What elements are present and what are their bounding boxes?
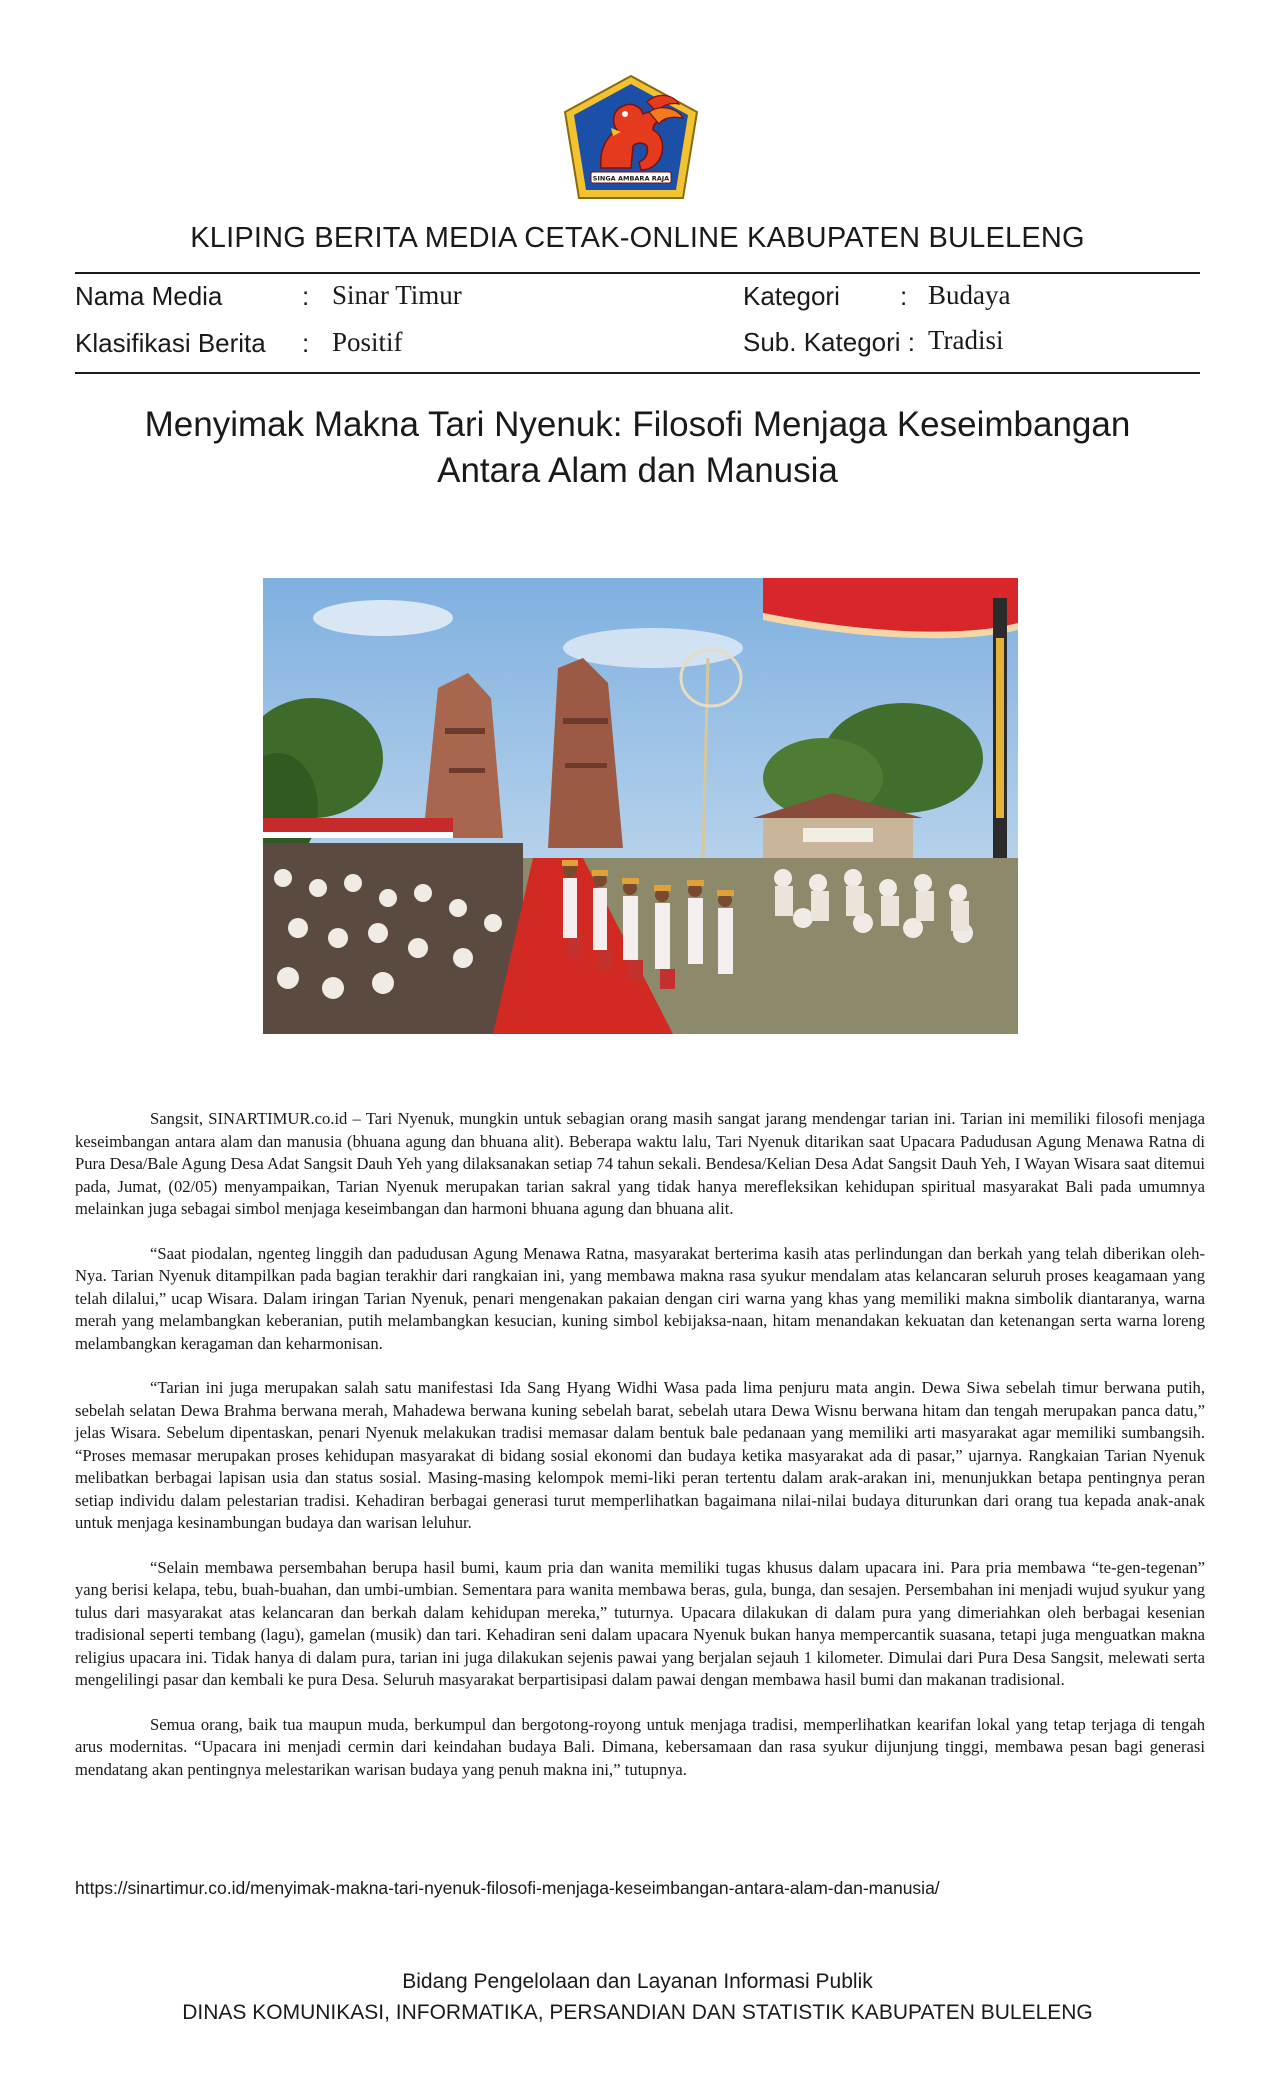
logo-caption: SINGA AMBARA RAJA	[592, 174, 670, 183]
article-paragraph-1: Sangsit, SINARTIMUR.co.id – Tari Nyenuk, mungkin untuk sebagian orang masih sangat jarang mendengar tarian ini. Tarian ini memiliki filosofi menjaga keseimbangan antara alam dan manusia (bhuana agung dan bhuana alit). Beberapa waktu lalu, Tari Nyenuk ditarikan saat Upacara Padudusan Agung Menawa Ratna di Pura Desa/Bale Agung Desa Adat Sangsit Dauh Yeh yang dilaksanakan setiap 74 tahun sekali. Bendesa/Kelian Desa Adat Sangsit Dauh Yeh, I Wayan Wisara saat ditemui pada, Jumat, (02/05) menyampaikan, Tarian Nyenuk merupakan tarian sakral yang tidak hanya merefleksikan kehidupan spiritual masyarakat Bali pada umumnya melainkan juga sebagai simbol menjaga keseimbangan dan harmoni bhuana agung dan bhuana alit.	[75, 1109, 1205, 1218]
kategori-value: Budaya	[928, 280, 1011, 310]
source-url: https://sinartimur.co.id/menyimak-makna-tari-nyenuk-filosofi-menjaga-keseimbangan-antara-alam-dan-manusia/	[75, 1878, 940, 1898]
article-paragraph-4: “Selain membawa persembahan berupa hasil bumi, kaum pria dan wanita memiliki tugas khusus dalam upacara ini. Para pria membawa “te-gen-tegenan” yang berisi kelapa, tebu, buah-buahan, dan umbi-umbian. Sementara para wanita membawa beras, gula, bunga, dan sesajen. Persembahan ini menjadi wujud syukur yang tulus dari masyarakat atas kelancaran dan berkah dalam kehidupan mereka,” tuturnya. Upacara dilakukan di dalam pura yang dimeriahkan oleh berbagai kesenian tradisional seperti tembang (lagu), gamelan (musik) dan tari. Kehadiran seni dalam upacara Nyenuk bukan hanya mempercantik suasana, tetapi juga menguatkan makna religius upacara ini. Tidak hanya di dalam pura, tarian ini juga dilakukan sejenis pawai yang berjalan sejauh 1 kilometer. Dimulai dari Pura Desa Sangsit, melewati serta mengelilingi pasar dan kembali ke pura Desa. Seluruh masyarakat berpartisipasi dalam pawai dengan membawa hasil bumi dan makanan tradisional.	[75, 1557, 1205, 1689]
article-photo	[263, 578, 1018, 1034]
header-top-rule	[75, 272, 1200, 274]
buleleng-logo	[561, 72, 701, 202]
media-value: Sinar Timur	[332, 280, 462, 310]
klasifikasi-value: Positif	[332, 327, 403, 357]
clipping-header-title: KLIPING BERITA MEDIA CETAK-ONLINE KABUPATEN BULELENG	[190, 222, 1085, 254]
media-colon: :	[302, 281, 310, 311]
article-paragraph-3: “Tarian ini juga merupakan salah satu manifestasi Ida Sang Hyang Widhi Wasa pada lima penjuru mata angin. Dewa Siwa sebelah timur berwana putih, sebelah selatan Dewa Brahma berwana merah, Mahadewa berwana kuning sebelah barat, sebelah utara Dewa Wisnu berwana hitam dan tengah merupakan panca datu,” jelas Wisara. Sebelum dipentaskan, penari Nyenuk melakukan tradisi memasar dalam bentuk bale pedanaan yang memiliki arti masyarakat agar memiliki sumbangsih. “Proses memasar merupakan proses kehidupan masyarakat di bidang sosial ekonomi dan budaya ketika masyarakat ada di pasar,” ujarnya. Rangkaian Tarian Nyenuk melibatkan berbagai lapisan usia dan status sosial. Masing-masing kelompok memi-liki peran tertentu dalam arak-arakan ini, menunjukkan betapa pentingnya peran setiap individu dalam pelestarian tradisi. Kehadiran berbagai generasi turut memperlihatkan bagaimana nilai-nilai budaya diturunkan dari orang tua kepada anak-anak untuk menjaga kesinambungan budaya dan warisan leluhur.	[75, 1378, 1205, 1532]
media-label: Nama Media	[75, 281, 223, 311]
klasifikasi-colon: :	[302, 328, 310, 358]
klasifikasi-label: Klasifikasi Berita	[75, 328, 266, 358]
kategori-label: Kategori	[743, 281, 840, 311]
article-paragraph-5: Semua orang, baik tua maupun muda, berkumpul dan bergotong-royong untuk menjaga tradisi, memperlihatkan kearifan lokal yang tetap terjaga di tengah arus modernitas. “Upacara ini menjadi cermin dari keindahan budaya Bali. Dimana, kebersamaan dan rasa syukur dijunjung tinggi, membawa pesan bagi generasi mendatang akan pentingnya melestarikan warisan budaya yang penuh makna ini,” tutupnya.	[75, 1714, 1205, 1779]
subkategori-label: Sub. Kategori :	[743, 327, 915, 357]
article-paragraph-2: “Saat piodalan, ngenteg linggih dan padudusan Agung Menawa Ratna, masyarakat berterima kasih atas perlindungan dan berkah yang telah diberikan oleh-Nya. Tarian Nyenuk ditampilkan pada bagian terakhir dari rangkaian ini, yang membawa makna rasa syukur mendalam atas kelancaran seluruh proses keagamaan yang telah dilalui,” ucap Wisara. Dalam iringan Tarian Nyenuk, penari mengenakan pakaian dengan ciri warna yang khas yang memiliki makna simbolik diantaranya, warna merah yang melambangkan keberanian, putih melambangkan kesucian, kuning simbol kebijaksa-naan, hitam menandakan kekuatan dan ketenangan serta warna loreng melambangkan keragaman dan keharmonisan.	[75, 1243, 1205, 1353]
footer-department: Bidang Pengelolaan dan Layanan Informasi Publik	[402, 1970, 873, 1993]
kategori-colon: :	[900, 281, 908, 311]
article-body	[75, 1108, 1205, 1803]
article-title-line1: Menyimak Makna Tari Nyenuk: Filosofi Menjaga Keseimbangan	[144, 405, 1131, 444]
subkategori-value: Tradisi	[928, 325, 1004, 355]
header-bottom-rule	[75, 372, 1200, 374]
article-title-line2: Antara Alam dan Manusia	[437, 451, 838, 490]
footer-agency: DINAS KOMUNIKASI, INFORMATIKA, PERSANDIAN DAN STATISTIK KABUPATEN BULELENG	[182, 2001, 1093, 2024]
article-title	[100, 402, 1175, 494]
